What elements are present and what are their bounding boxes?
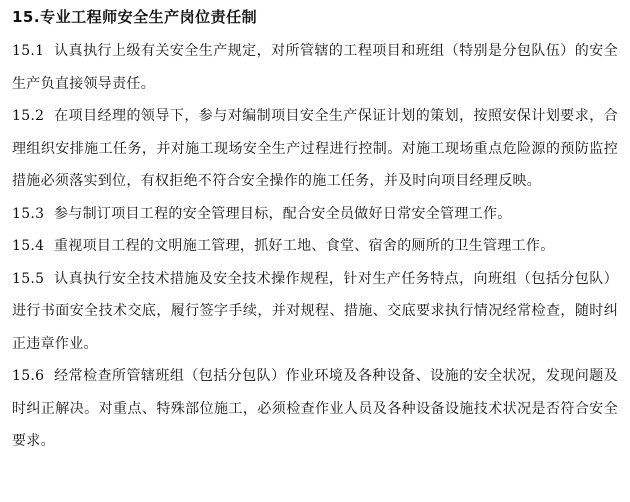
clause-list xyxy=(12,35,618,458)
clause-15-3 xyxy=(12,198,618,231)
clause-text: 在项目经理的领导下，参与对编制项目安全生产保证计划的策划，按照安保计划要求，合理组织安排施工任务，并对施工现场安全生产过程进行控制。对施工现场重点危险源的预防监控措施必须落实到位，有权拒绝不符合安全操作的施工任务，并及时向项目经理反映。 xyxy=(12,108,618,189)
clause-15-6 xyxy=(12,360,618,458)
clause-text: 重视项目工程的文明施工管理，抓好工地、食堂、宿舍的厕所的卫生管理工作。 xyxy=(54,238,555,254)
clause-number: 15.5 xyxy=(12,270,45,287)
document-heading: 15.专业工程师安全生产岗位责任制 xyxy=(12,8,258,26)
clause-15-5 xyxy=(12,263,618,361)
clause-number: 15.3 xyxy=(12,205,45,222)
clause-number: 15.1 xyxy=(12,43,45,59)
clause-number: 15.4 xyxy=(12,238,45,254)
clause-number: 15.6 xyxy=(12,368,45,384)
clause-text: 认真执行上级有关安全生产规定，对所管辖的工程项目和班组（特别是分包队伍）的安全生产负直接领导责任。 xyxy=(12,43,618,92)
clause-text: 参与制订项目工程的安全管理目标，配合安全员做好日常安全管理工作。 xyxy=(54,205,512,222)
clause-number: 15.2 xyxy=(12,108,45,124)
clause-text: 经常检查所管辖班组（包括分包队）作业环境及各种设备、设施的安全状况，发现问题及时纠正解决。对重点、特殊部位施工，必须检查作业人员及各种设备设施技术状况是否符合安全要求。 xyxy=(12,368,618,449)
clause-text: 认真执行安全技术措施及安全技术操作规程，针对生产任务特点，向班组（包括分包队）进行书面安全技术交底，履行签字手续，并对规程、措施、交底要求执行情况经常检查，随时纠正违章作业。 xyxy=(12,270,618,352)
clause-15-1 xyxy=(12,35,618,100)
clause-15-2 xyxy=(12,100,618,198)
clause-15-4 xyxy=(12,230,618,263)
